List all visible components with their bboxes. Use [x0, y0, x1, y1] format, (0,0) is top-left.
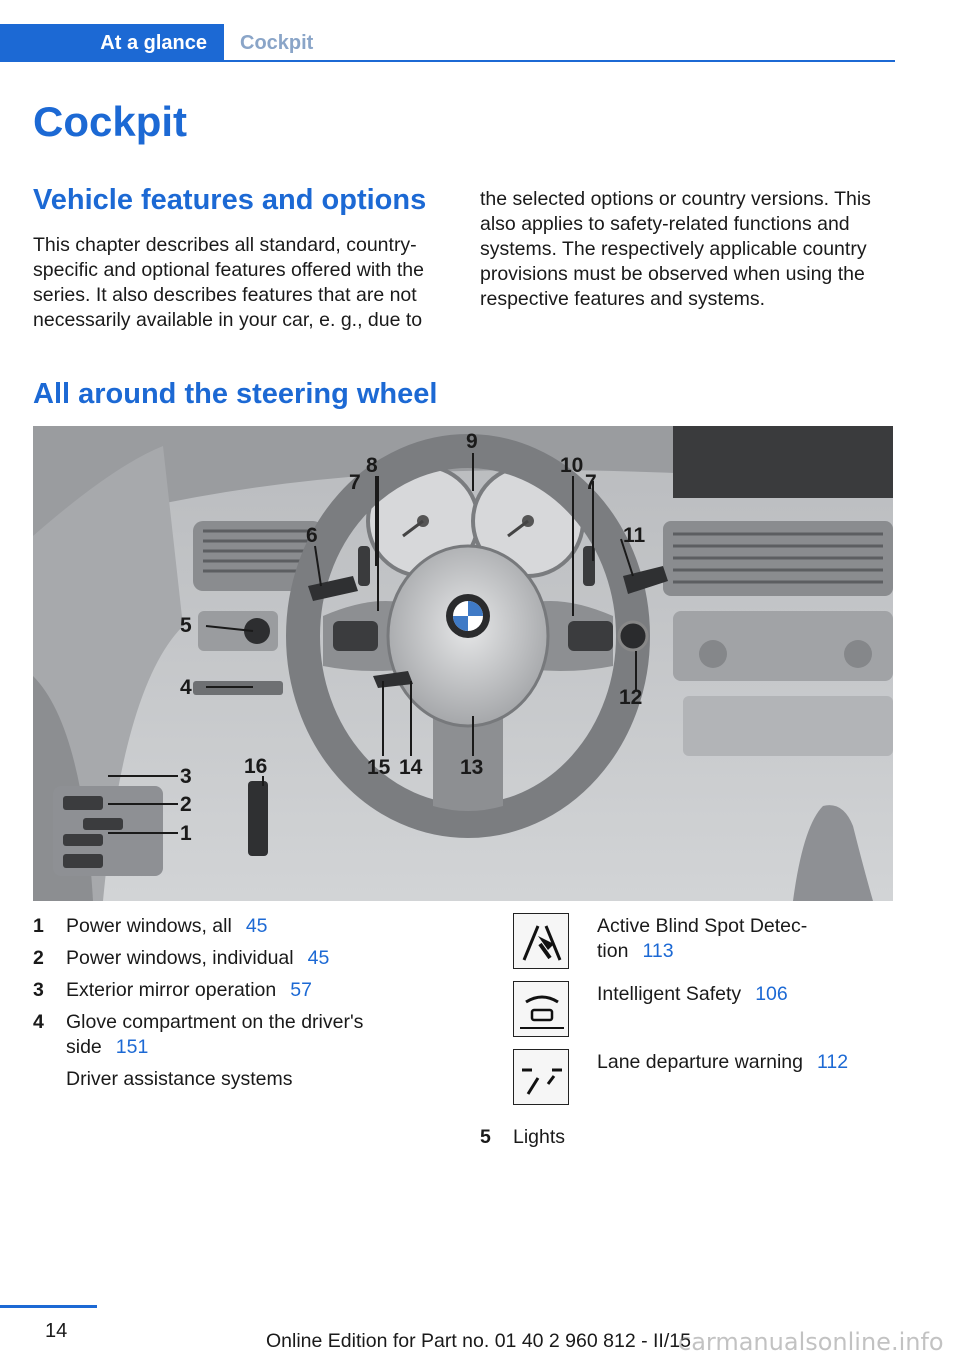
intelligent-safety-icon	[513, 981, 569, 1037]
callout-7-left: 7	[349, 471, 361, 494]
tab-cockpit[interactable]: Cockpit	[240, 31, 314, 54]
callout-7-right: 7	[585, 471, 597, 494]
legend-left: 1 Power windows, all 45 2 Power windows, individual 45 3 Exterior mirror operation 57 4 Glove compartment on the driver's side 151 Driver assistance systems	[33, 915, 364, 1090]
page-ref-link[interactable]: 113	[642, 940, 674, 962]
page-title: Cockpit	[33, 98, 188, 145]
legend-item-lights: 5 Lights	[480, 1126, 566, 1148]
page-ref-link[interactable]: 106	[755, 983, 788, 1005]
callout-2: 2	[180, 793, 192, 816]
blind-spot-label: Active Blind Spot Detec- tion 113	[597, 915, 808, 962]
edition-note: Online Edition for Part no. 01 40 2 960 812 - II/15	[266, 1330, 691, 1352]
watermark: carmanualsonline.info	[678, 1328, 944, 1356]
lane-departure-icon	[513, 1049, 569, 1105]
page-ref-link[interactable]: 57	[290, 979, 312, 1001]
callout-10: 10	[560, 454, 584, 477]
cockpit-illustration	[33, 426, 893, 901]
page-ref-link[interactable]: 45	[307, 947, 330, 969]
lane-departure-label: Lane departure warning 112	[597, 1051, 849, 1073]
chapter-tab-bar	[0, 24, 895, 62]
callout-12: 12	[619, 686, 643, 709]
intelligent-safety-label: Intelligent Safety 106	[597, 983, 788, 1005]
cockpit-drawing	[33, 426, 893, 901]
callout-9: 9	[466, 430, 478, 453]
callout-13: 13	[460, 756, 484, 779]
callout-16: 16	[244, 755, 268, 778]
section-title-features: Vehicle features and options	[33, 184, 427, 216]
callout-6: 6	[306, 524, 318, 547]
callout-8: 8	[366, 454, 378, 477]
callout-14: 14	[399, 756, 423, 779]
callout-1: 1	[180, 822, 192, 845]
callout-3: 3	[180, 765, 192, 788]
callout-11: 11	[623, 524, 646, 547]
callout-5: 5	[180, 614, 192, 637]
callout-15: 15	[367, 756, 391, 779]
page-ref-link[interactable]: 112	[816, 1051, 849, 1073]
page-ref-link[interactable]: 45	[245, 915, 268, 937]
callout-4: 4	[180, 676, 192, 699]
page-ref-link[interactable]: 151	[115, 1036, 149, 1058]
blind-spot-icon	[513, 913, 569, 969]
section-title-steering-wheel: All around the steering wheel	[33, 378, 438, 410]
intro-text-right: the selected options or country versions. This also applies to safety-related functions and systems. The respectively applicable country provisions must be observed when using the respective features and systems.	[480, 188, 871, 310]
tab-at-a-glance[interactable]: At a glance	[0, 24, 224, 62]
footer-divider	[0, 1305, 97, 1308]
intro-text-left: This chapter describes all standard, country- specific and optional features offered with the series. It also describes features that are not necessarily available in your car, e. g., due to	[33, 234, 424, 331]
page-number: 14	[45, 1320, 68, 1342]
